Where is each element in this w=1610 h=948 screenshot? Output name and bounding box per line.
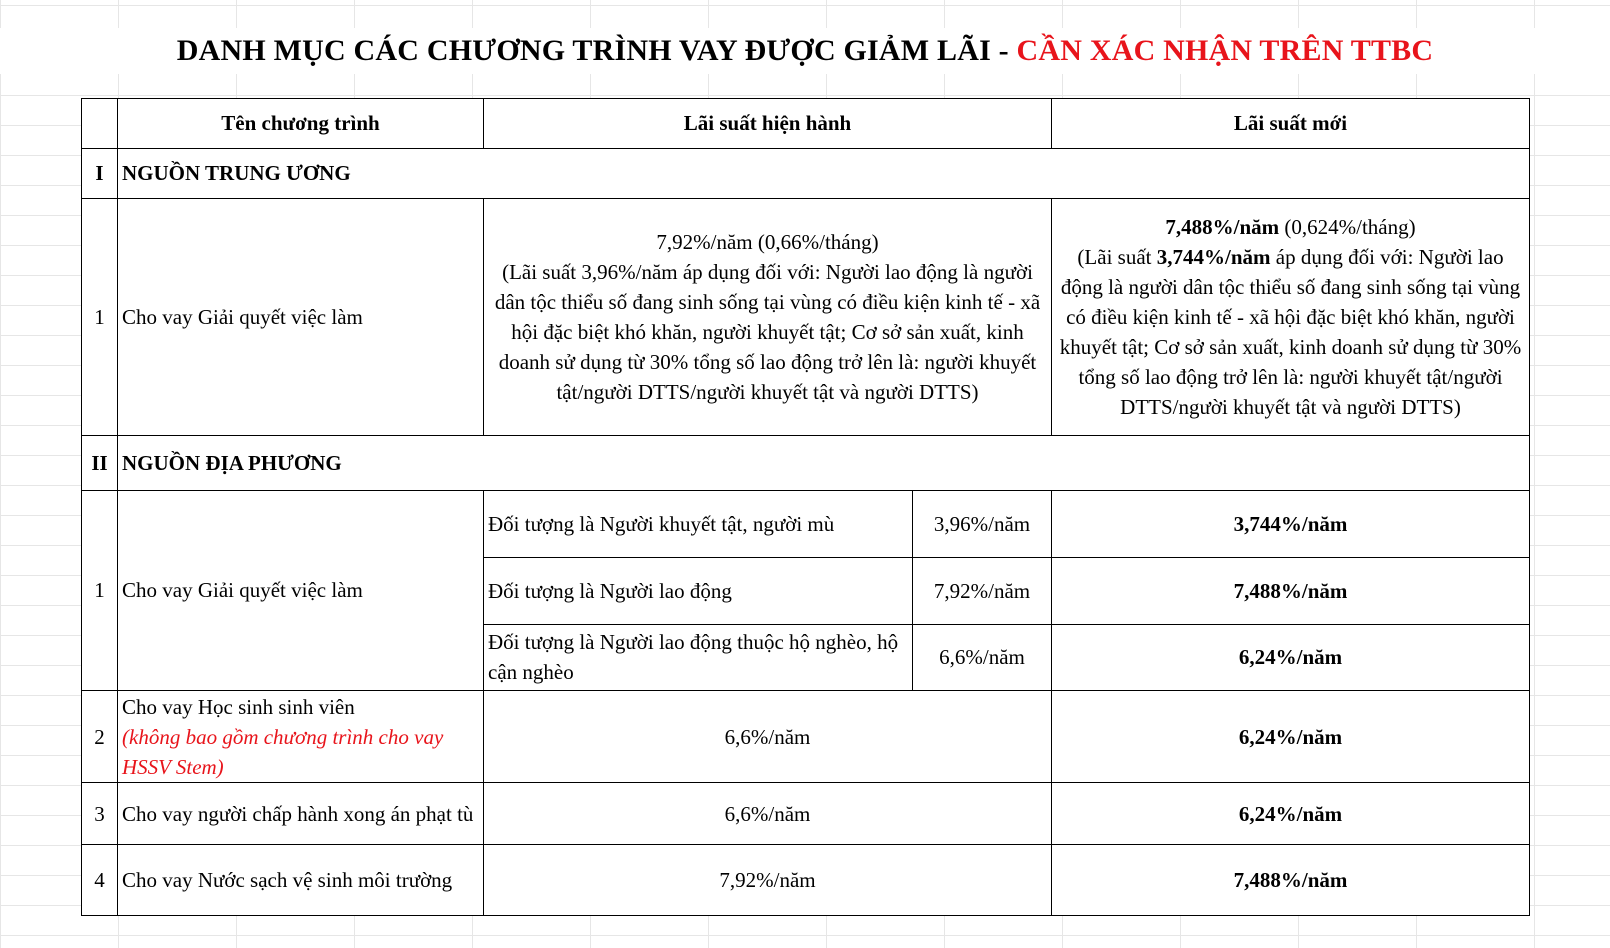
new-rate: 6,24%/năm xyxy=(1052,624,1530,690)
current-rate: 7,92%/năm xyxy=(913,558,1052,624)
program-name: Cho vay Giải quyết việc làm xyxy=(118,198,484,435)
new-rate-monthly: (0,624%/tháng) xyxy=(1279,214,1416,239)
current-rate: 7,92%/năm xyxy=(484,844,1052,915)
new-rate-value: 7,488%/năm xyxy=(1165,214,1280,239)
new-rate-note-body: áp dụng đối với: Người lao động là người dân tộc thiểu số đang sinh sống tại vùng có điều kiện kinh tế - xã hội đặc biệt khó khăn, người khuyết tật; Cơ sở sản xuất, kinh doanh sử dụng từ 30% tổng số lao động trở lên là: người khuyết tật/người DTTS/người khuyết tật và người DTTS) xyxy=(1059,244,1522,419)
new-rate: 6,24%/năm xyxy=(1052,783,1530,844)
new-rate: 7,488%/năm xyxy=(1052,844,1530,915)
program-name: Cho vay Học sinh sinh viên xyxy=(122,694,355,719)
header-program: Tên chương trình xyxy=(118,99,484,149)
page-title xyxy=(0,28,1610,74)
new-rate: 3,744%/năm xyxy=(1052,491,1530,558)
table-row xyxy=(82,783,1530,844)
header-current-rate: Lãi suất hiện hành xyxy=(484,99,1052,149)
new-rate-special-value: 3,744%/năm xyxy=(1156,244,1271,269)
row-number: 4 xyxy=(82,844,118,915)
table-row xyxy=(82,491,1530,558)
new-rate: 6,24%/năm xyxy=(1052,690,1530,783)
section-title: NGUỒN ĐỊA PHƯƠNG xyxy=(118,436,1530,491)
loan-programs-table xyxy=(81,98,1530,916)
program-name: Cho vay Nước sạch vệ sinh môi trường xyxy=(118,844,484,915)
target-group: Đối tượng là Người khuyết tật, người mù xyxy=(484,491,913,558)
current-rate: 3,96%/năm xyxy=(913,491,1052,558)
table-row xyxy=(82,844,1530,915)
new-rate-cell xyxy=(1052,198,1530,435)
row-number: 2 xyxy=(82,690,118,783)
table-row xyxy=(82,198,1530,435)
program-name-cell xyxy=(118,690,484,783)
current-rate-cell xyxy=(484,198,1052,435)
section-roman: I xyxy=(82,148,118,198)
title-highlight: CẦN XÁC NHẬN TRÊN TTBC xyxy=(1016,34,1434,67)
current-rate-note: (Lãi suất 3,96%/năm áp dụng đối với: Người lao động là người dân tộc thiểu số đang sinh sống tại vùng có điều kiện kinh tế - xã hội đặc biệt khó khăn, người khuyết tật; Cơ sở sản xuất, kinh doanh sử dụng từ 30% tổng số lao động trở lên là: người khuyết tật/người DTTS/người khuyết tật và người DTTS) xyxy=(494,259,1041,404)
table-row xyxy=(82,690,1530,783)
program-note: (không bao gồm chương trình cho vay HSSV Stem) xyxy=(122,724,444,779)
section-row xyxy=(82,436,1530,491)
target-group: Đối tượng là Người lao động thuộc hộ nghèo, hộ cận nghèo xyxy=(484,624,913,690)
header-no-cell xyxy=(82,99,118,149)
current-rate-main: 7,92%/năm (0,66%/tháng) xyxy=(656,229,879,254)
new-rate-note-prefix: (Lãi suất xyxy=(1077,244,1157,269)
new-rate-note xyxy=(1056,242,1525,422)
program-name: Cho vay người chấp hành xong án phạt tù xyxy=(118,783,484,844)
row-number: 1 xyxy=(82,491,118,691)
header-row xyxy=(82,99,1530,149)
new-rate-main xyxy=(1056,212,1525,242)
section-title: NGUỒN TRUNG ƯƠNG xyxy=(118,148,1530,198)
row-number: 1 xyxy=(82,198,118,435)
section-roman: II xyxy=(82,436,118,491)
program-name: Cho vay Giải quyết việc làm xyxy=(118,491,484,691)
new-rate: 7,488%/năm xyxy=(1052,558,1530,624)
row-number: 3 xyxy=(82,783,118,844)
current-rate: 6,6%/năm xyxy=(484,690,1052,783)
title-main: DANH MỤC CÁC CHƯƠNG TRÌNH VAY ĐƯỢC GIẢM LÃI - xyxy=(176,34,1017,67)
target-group: Đối tượng là Người lao động xyxy=(484,558,913,624)
section-row xyxy=(82,148,1530,198)
current-rate: 6,6%/năm xyxy=(484,783,1052,844)
current-rate: 6,6%/năm xyxy=(913,624,1052,690)
header-new-rate: Lãi suất mới xyxy=(1052,99,1530,149)
